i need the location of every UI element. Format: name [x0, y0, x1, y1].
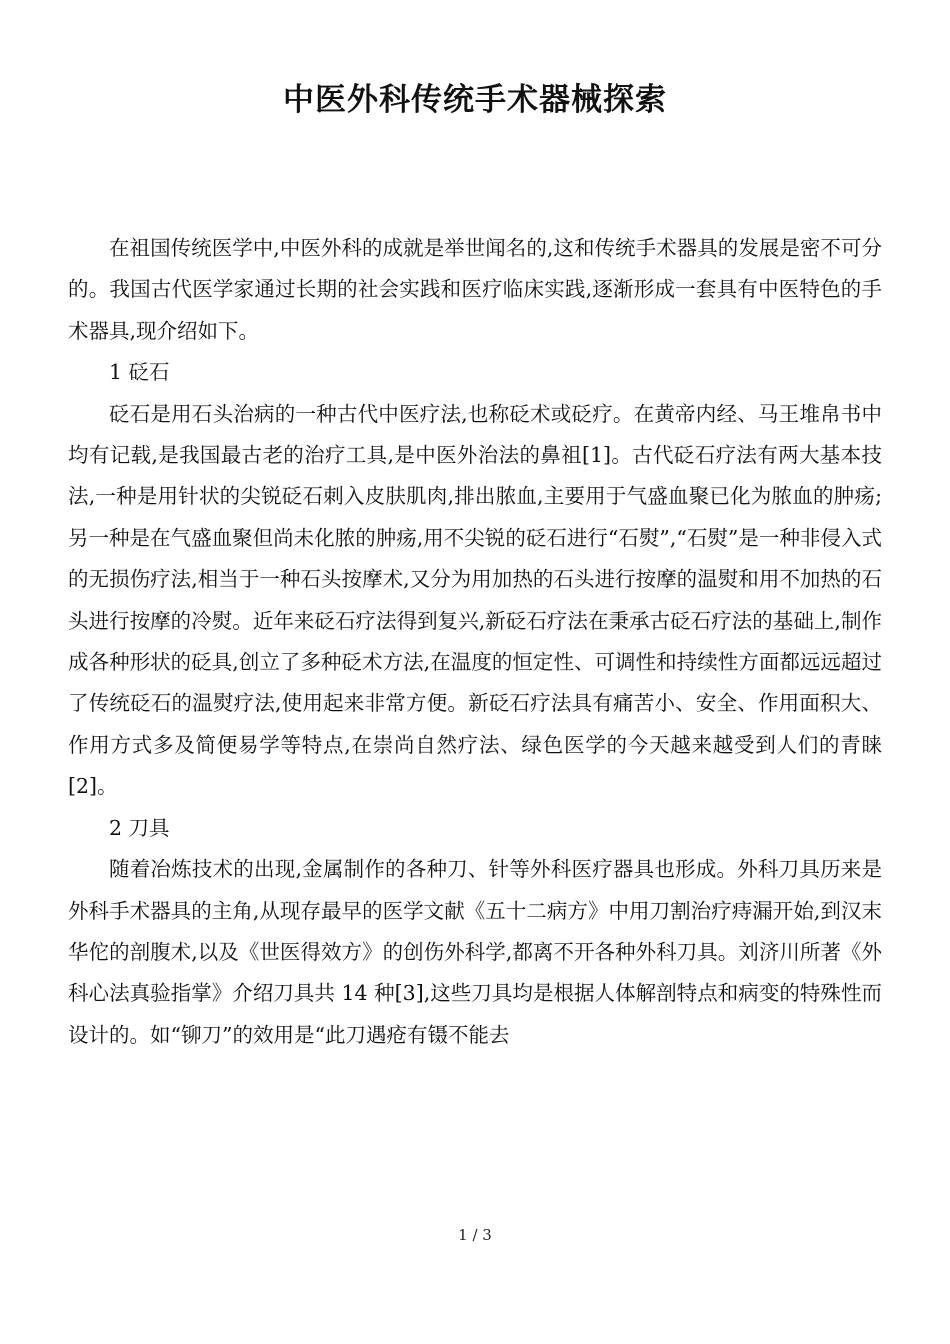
page-number: 1 / 3 — [458, 1226, 492, 1244]
section-heading-daoju: 2 刀具 — [109, 815, 170, 840]
page-title: 中医外科传统手术器械探索 — [283, 81, 667, 118]
section-heading-bianshi: 1 砭石 — [109, 360, 170, 385]
daoju-paragraph: 随着冶炼技术的出现,金属制作的各种刀、针等外科医疗器具也形成。外科刀具历来是外科手术器具的主角,从现存最早的医学文献《五十二病方》中用刀割治疗痔漏开始,到汉末华佗的剖腹术,以及《世医得效方》的创伤外科学,都离不开各种外科刀具。刘济川所著《外科心法真验指掌》介绍刀具共 14 种[3],这些刀具均是根据人体解剖特点和病变的特殊性而设计的。如“铆刀”的效用是“此刀遇疮有镊不能去 — [68, 857, 882, 1047]
document-body — [68, 228, 882, 1056]
bianshi-paragraph: 砭石是用石头治病的一种古代中医疗法,也称砭术或砭疗。在黄帝内经、马王堆帛书中均有记载,是我国最古老的治疗工具,是中医外治法的鼻祖[1]。古代砭石疗法有两大基本技法,一种是用针状的尖锐砭石刺入皮肤肌肉,排出脓血,主要用于气盛血聚已化为脓血的肿疡;另一种是在气盛血聚但尚未化脓的肿疡,用不尖锐的砭石进行“石熨”,“石熨”是一种非侵入式的无损伤疗法,相当于一种石头按摩术,又分为用加热的石头进行按摩的温熨和用不加热的石头进行按摩的冷熨。近年来砭石疗法得到复兴,新砭石疗法在秉承古砭石疗法的基础上,制作成各种形状的砭具,创立了多种砭术方法,在温度的恒定性、可调性和持续性方面都远远超过了传统砭石的温熨疗法,使用起来非常方便。新砭石疗法具有痛苦小、安全、作用面积大、作用方式多及简便易学等特点,在崇尚自然疗法、绿色医学的今天越来越受到人们的青睐[2]。 — [68, 401, 882, 799]
intro-paragraph: 在祖国传统医学中,中医外科的成就是举世闻名的,这和传统手术器具的发展是密不可分的。我国古代医学家通过长期的社会实践和医疗临床实践,逐渐形成一套具有中医特色的手术器具,现介绍如下。 — [68, 236, 882, 343]
